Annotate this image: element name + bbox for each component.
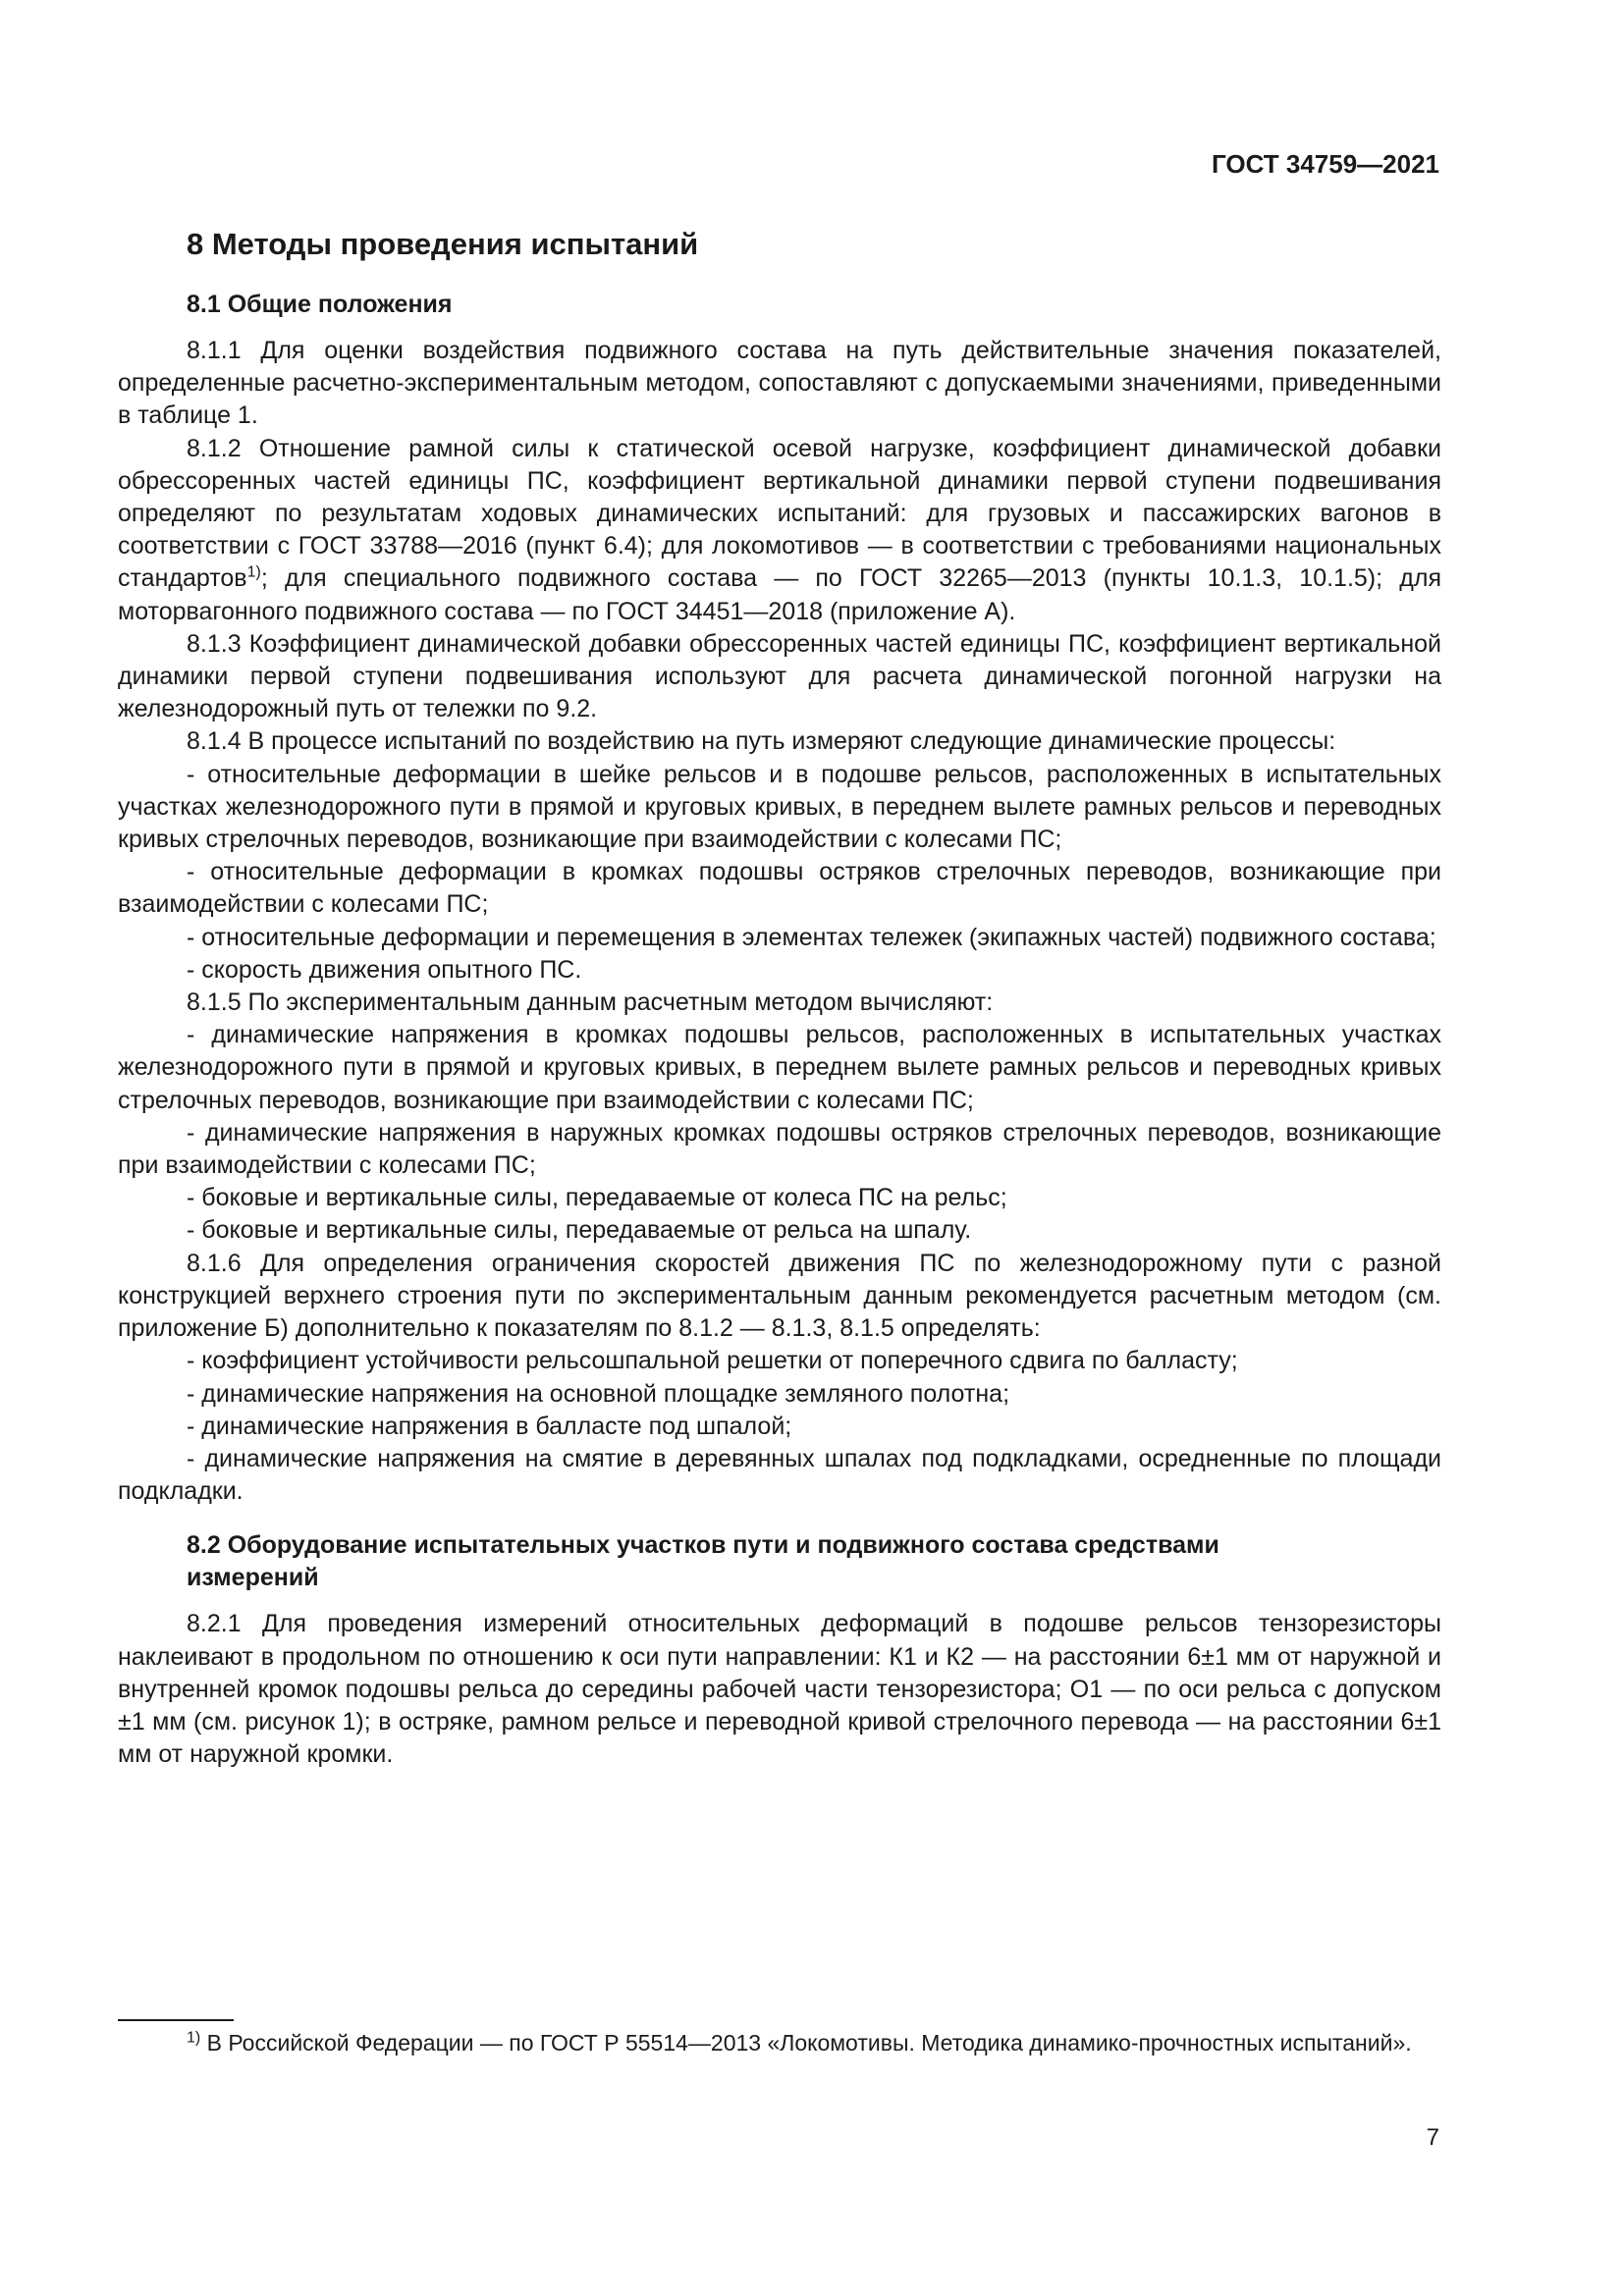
subsection-title-8-2: 8.2 Оборудование испытательных участков пути и подвижного состава средствами измерений [187,1531,1219,1592]
footnote [118,2028,1441,2058]
list-item: - относительные деформации в шейке рельсов и в подошве рельсов, расположенных в испытательных участках железнодорожного пути в прямой и круговых кривых, в переднем вылете рамных рельсов и переводных кривых стрелочных переводов, возникающие при взаимодействии с колесами ПС; [118,760,1441,854]
page-number: 7 [1426,2124,1439,2151]
list-item: - динамические напряжения в кромках подошвы рельсов, расположенных в испытательных участках железнодорожного пути в прямой и круговых кривых, в переднем вылете рамных рельсов и переводных кривых стрелочных переводов, возникающие при взаимодействии с колесами ПС; [118,1021,1441,1114]
paragraph-8-1-4: 8.1.4 В процессе испытаний по воздействию на путь измеряют следующие динамические процессы: [187,727,1336,756]
list-item: - скорость движения опытного ПС. [187,955,582,984]
paragraph-8-1-3: 8.1.3 Коэффициент динамической добавки обрессоренных частей единицы ПС, коэффициент вертикальной динамики первой ступени подвешивания используют для расчета динамической погонной нагрузки на железнодорожный путь от тележки по 9.2. [118,629,1441,723]
page-body [118,222,1441,1771]
footnote-reference: 1) [246,564,261,582]
paragraph-8-1-5: 8.1.5 По экспериментальным данным расчетным методом вычисляют: [187,988,994,1017]
paragraph-8-1-6: 8.1.6 Для определения ограничения скоростей движения ПС по железнодорожному пути с разной конструкцией верхнего строения пути по экспериментальным данным рекомендуется расчетным методом (см. приложение Б) дополнительно к показателям по 8.1.2 — 8.1.3, 8.1.5 определять: [118,1249,1441,1343]
list-item: - коэффициент устойчивости рельсошпальной решетки от поперечного сдвига по балласту; [187,1347,1238,1375]
footnote-marker: 1) [187,2029,201,2047]
paragraph-8-1-2 [118,433,1441,628]
paragraph-8-2-1: 8.2.1 Для проведения измерений относительных деформаций в подошве рельсов тензорезисторы наклеивают в продольном по отношению к оси пути направлении: К1 и К2 — на расстоянии 6±1 мм от наружной и внутренней кромок подошвы рельса до середины рабочей части тензорезистора; О1 — по оси рельса с допуском ±1 мм (см. рисунок 1); в остряке, рамном рельсе и переводной кривой стрелочного перевода — на расстоянии 6±1 мм от наружной кромки. [118,1610,1441,1769]
paragraph-8-1-2-part-b: ; для специального подвижного состава — по ГОСТ 32265—2013 (пункты 10.1.3, 10.1.5); для моторвагонного подвижного состава — по ГОСТ 34451—2018 (приложение А). [118,564,1441,625]
list-item: - динамические напряжения в наружных кромках подошвы остряков стрелочных переводов, возникающие при взаимодействии с колесами ПС; [118,1118,1441,1180]
list-item: - боковые и вертикальные силы, передаваемые от рельса на шпалу. [187,1216,972,1245]
list-item: - динамические напряжения на смятие в деревянных шпалах под подкладками, осредненные по площади подкладки. [118,1444,1441,1506]
paragraph-8-1-1: 8.1.1 Для оценки воздействия подвижного состава на путь действительные значения показателей, определенные расчетно-экспериментальным методом, сопоставляют с допускаемыми значениями, приведенными в таблице 1. [118,337,1441,430]
subsection-title-8-1: 8.1 Общие положения [187,291,453,318]
footnote-text: В Российской Федерации — по ГОСТ Р 55514—2013 «Локомотивы. Методика динамико-прочностных испытаний». [206,2030,1412,2056]
list-item: - боковые и вертикальные силы, передаваемые от колеса ПС на рельс; [187,1184,1007,1212]
list-item: - динамические напряжения в балласте под шпалой; [187,1412,792,1440]
footnote-divider [118,2019,234,2021]
list-item: - относительные деформации и перемещения в элементах тележек (экипажных частей) подвижного состава; [187,923,1436,951]
list-item: - динамические напряжения на основной площадке земляного полотна; [187,1379,1010,1408]
list-item: - относительные деформации в кромках подошвы остряков стрелочных переводов, возникающие при взаимодействии с колесами ПС; [118,858,1441,919]
document-code: ГОСТ 34759—2021 [1212,149,1439,179]
section-title: 8 Методы проведения испытаний [187,227,699,261]
paragraph-8-1-2-part-a: 8.1.2 Отношение рамной силы к статической осевой нагрузке, коэффициент динамической добавки обрессоренных частей единицы ПС, коэффициент вертикальной динамики первой ступени подвешивания определяют по результатам ходовых динамических испытаний: для грузовых и пассажирских вагонов в соответствии с ГОСТ 33788—2016 (пункт 6.4); для локомотивов — в соответствии с требованиями национальных стандартов [118,434,1441,593]
